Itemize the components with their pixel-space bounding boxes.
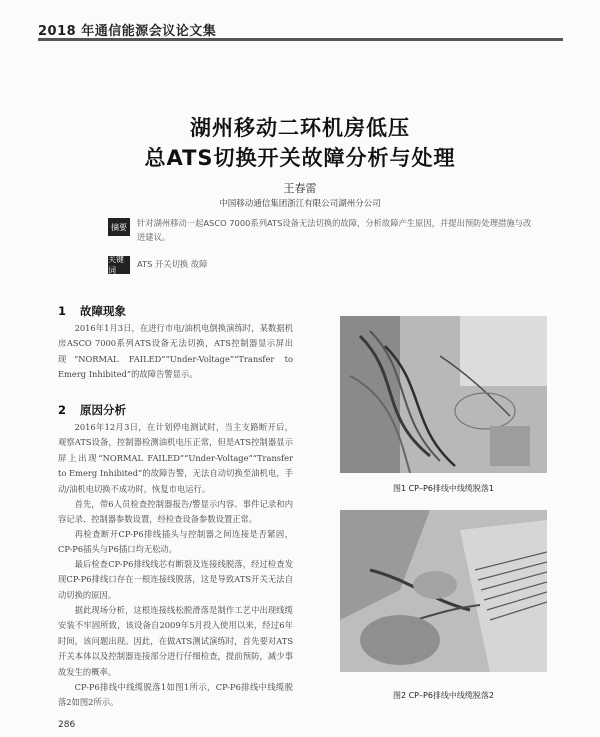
body-paragraph: 2016年12月3日，在计划停电测试时，当主支路断开后，观察ATS设备，控制器检测油机电压正常，但是ATS控制器显示屏上出现“NORMAL FAILED”“Under-Voltage”“Transfer to Emerg Inhibited”的故障告警，无法自动切换至油机电，手动/油机电切换不成功时，恢复市电运行。: [58, 422, 293, 494]
section-number: 1: [58, 304, 67, 318]
section-heading: [58, 303, 126, 319]
figure-2-photo: [340, 510, 547, 672]
header-rule: [38, 38, 563, 41]
abstract-text: 针对湖州移动一起ASCO 7000系列ATS设备无法切换的故障，分析故障产生原因，并提出预防处理措施与改进建议。: [137, 218, 532, 242]
article-title-line2: 总ATS切换开关故障分析与处理: [144, 146, 456, 170]
abstract-tag: 摘要: [108, 218, 130, 236]
figure-1-photo: [340, 316, 547, 473]
running-header: 2018 年通信能源会议论文集: [38, 24, 217, 39]
figure-1-caption: 图1 CP–P6排线中线缆脱落1: [392, 484, 495, 493]
body-paragraph: 最后检查CP-P6排线线芯有断裂及连接线脱落，经过检查发现CP-P6排线口存在一根连接线脱落，这是导致ATS开关无法自动切换的原因。: [58, 559, 293, 600]
author-name: 王春雷: [283, 182, 317, 195]
figure-1-illustration: [340, 316, 547, 473]
figure-2-caption: 图2 CP–P6排线中线缆脱落2: [392, 691, 495, 700]
article-title-line1: 湖州移动二环机房低压: [190, 116, 410, 140]
body-paragraph: 2016年1月3日，在进行市电/油机电倒换演练时，某数据机房ASCO 7000系列ATS设备无法切换，ATS控制器显示屏出现“NORMAL FAILED”“Under-Voltage”“Transfer to Emerg Inhibited”的故障告警显示。: [58, 323, 293, 380]
body-paragraph: 首先，带6人员检查控制器报告/警显示内容、事件记录和内容记录、控制器参数设置，经检查设备参数设置正常。: [58, 499, 293, 525]
section-heading: [58, 402, 126, 418]
section-title: 原因分析: [80, 403, 127, 417]
page-number: 286: [58, 720, 76, 730]
body-paragraph: 再检查断开CP-P6排线插头与控制器之间连接是否紧固，CP-P6插头与P6插口均无松动。: [58, 529, 293, 555]
body-paragraph: CP-P6排线中线缆脱落1如图1所示，CP-P6排线中线缆脱落2如图2所示。: [58, 682, 293, 708]
body-paragraph: 据此现场分析，这根连接线松脱滑落是制作工艺中出现线缆安装不牢固所致，该设备自2009年5月投入使用以来，经过6年时间，该问题出现。因此，在做ATS测试演练时，首先要对ATS开关本体以及控制器连接部分进行仔细检查，提前预防，减少事故发生的概率。: [58, 605, 293, 677]
figure-2-illustration: [340, 510, 547, 672]
keywords-tag: 关键词: [108, 256, 130, 274]
section-number: 2: [58, 403, 67, 417]
section-title: 故障现象: [80, 304, 127, 318]
author-affiliation: 中国移动通信集团浙江有限公司湖州分公司: [219, 199, 381, 209]
keywords-text: ATS 开关切换 故障: [137, 259, 208, 269]
